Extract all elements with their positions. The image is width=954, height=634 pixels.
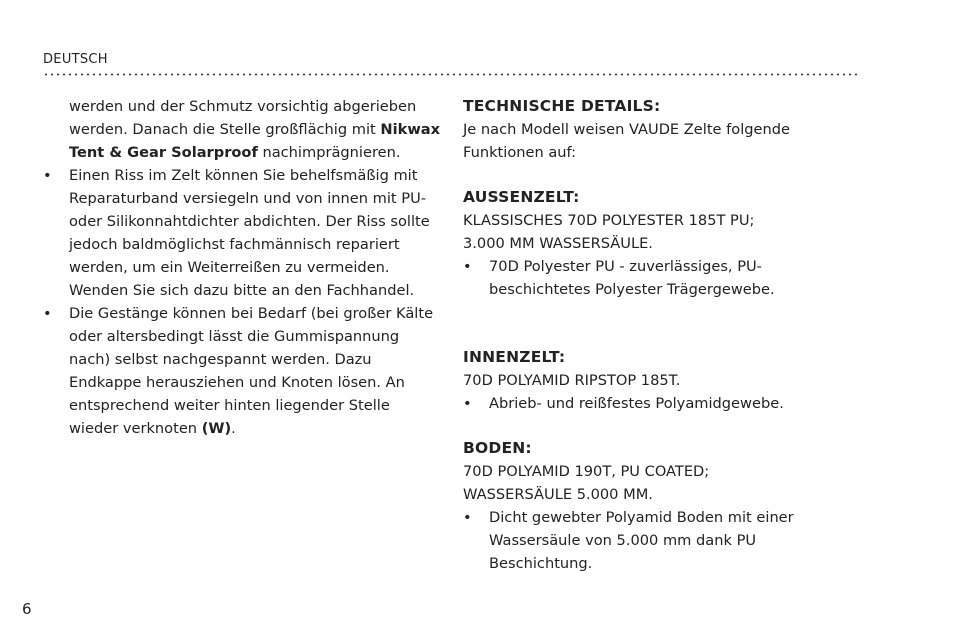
outer-tent-bullet — [463, 255, 863, 301]
figure-reference: (W) — [201, 420, 232, 437]
inner-tent-bullet-text: Abrieb- und reißfestes Polyamidgewebe. — [489, 395, 784, 412]
floor-bullet — [463, 506, 863, 575]
bullet-marker: • — [43, 305, 52, 322]
poles-text-end: . — [231, 420, 236, 437]
page-header-language: DEUTSCH — [43, 52, 108, 67]
outer-tent-spec-1: KLASSISCHES 70D POLYESTER 185T PU; — [463, 212, 755, 229]
page-number: 6 — [22, 600, 32, 618]
bullet-marker: • — [463, 509, 472, 526]
list-item-repair — [43, 164, 443, 302]
outer-tent-heading: AUSSENZELT: — [463, 188, 580, 206]
care-continuation — [43, 95, 443, 164]
outer-tent-bullet-text: 70D Polyester PU - zuverlässiges, PU-beschichtetes Polyester Trägergewebe. — [489, 258, 775, 298]
bullet-marker: • — [43, 167, 52, 184]
poles-text: Die Gestänge können bei Bedarf (bei großer Kälte oder altersbedingt lässt die Gummispannung nach) selbst nachgespannt werden. Dazu Endkappe herausziehen und Knoten lösen. An entsprechend weiter hinten liegender Stelle wieder verknoten — [69, 305, 434, 437]
outer-tent-spec-2: 3.000 MM WASSERSÄULE. — [463, 235, 653, 252]
care-text-1: werden und der Schmutz vorsichtig abgerieben werden. Danach die Stelle großflächig mit — [69, 98, 417, 138]
floor-bullet-text: Dicht gewebter Polyamid Boden mit einer Wassersäule von 5.000 mm dank PU Beschichtung. — [489, 509, 794, 572]
list-item-poles — [43, 302, 443, 440]
floor-spec-1: 70D POLYAMID 190T, PU COATED; — [463, 463, 710, 480]
repair-text: Einen Riss im Zelt können Sie behelfsmäßig mit Reparaturband versiegeln und von innen mit PU- oder Silikonnahtdichter abdichten. Der Riss sollte jedoch baldmöglichst fachmännisch repariert werden, um ein Weiterreißen zu vermeiden. Wenden Sie sich dazu bitte an den Fachhandel. — [69, 167, 430, 299]
inner-tent-spec-1: 70D POLYAMID RIPSTOP 185T. — [463, 372, 681, 389]
dotted-divider — [43, 73, 858, 76]
technical-details-heading: TECHNISCHE DETAILS: — [463, 97, 661, 115]
bullet-marker: • — [463, 395, 472, 412]
product-name: Nikwax Tent & Gear Solarproof — [69, 121, 441, 161]
floor-spec-2: WASSERSÄULE 5.000 MM. — [463, 486, 653, 503]
technical-intro: Je nach Modell weisen VAUDE Zelte folgende Funktionen auf: — [463, 121, 791, 161]
right-column — [463, 95, 863, 575]
left-column — [43, 95, 443, 440]
floor-heading: BODEN: — [463, 439, 532, 457]
inner-tent-bullet — [463, 392, 863, 415]
inner-tent-heading: INNENZELT: — [463, 348, 566, 366]
bullet-marker: • — [463, 258, 472, 275]
care-text-2: nachimprägnieren. — [257, 144, 401, 161]
